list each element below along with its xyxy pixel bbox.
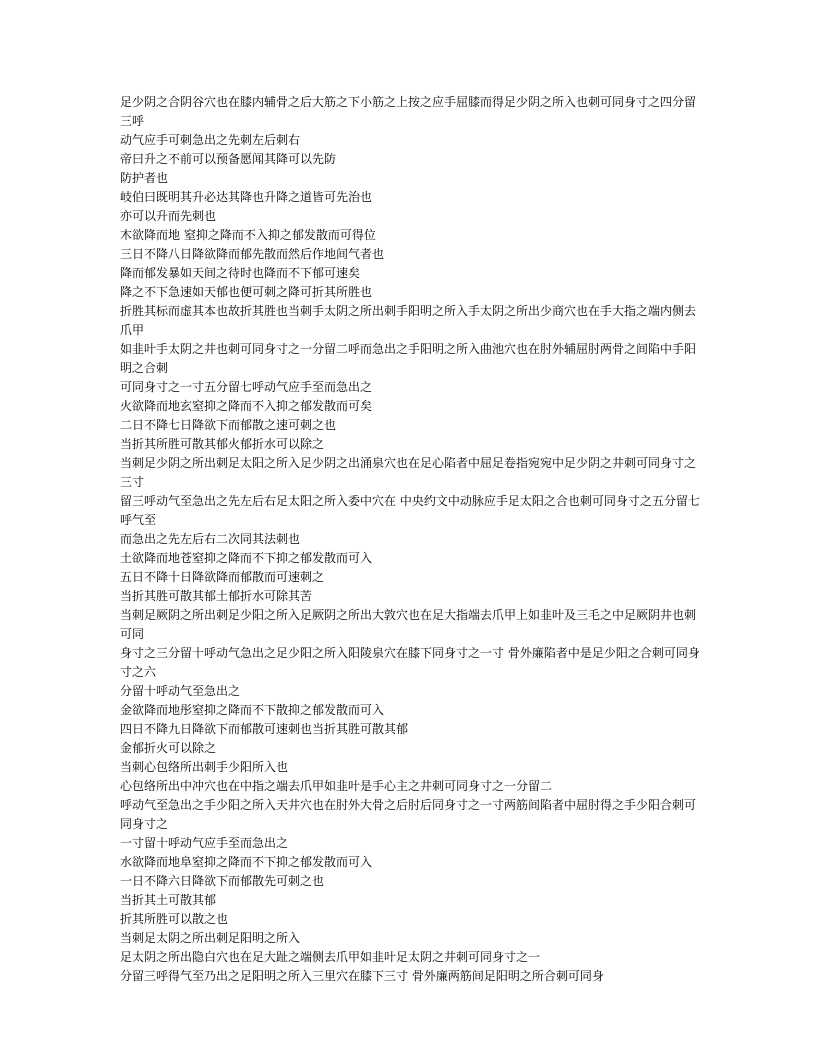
text-line-37: 当刺足太阴之所出刺足阳明之所入 xyxy=(120,931,301,945)
text-line-10: 降之不下急速如天郁也便可刺之降可折其所胜也 xyxy=(120,285,373,299)
text-line-32: 一寸留十呼动气应手至而急出之 xyxy=(120,836,289,850)
text-line-16: 当折其所胜可散其郁火郁折水可以除之 xyxy=(120,437,325,451)
text-line-27: 四日不降九日降欲下而郁散可速刺也当折其胜可散其郁 xyxy=(120,722,409,736)
text-line-36: 折其所胜可以散之也 xyxy=(120,912,229,926)
text-line-24: 身寸之三分留十呼动气急出之足少阳之所入阳陵泉穴在膝下同身寸之一寸 骨外廉陷者中是足少阳之合刺可同身寸之六 xyxy=(120,646,700,679)
text-line-33: 水欲降而地阜窒抑之降而不下抑之郁发散而可入 xyxy=(120,855,373,869)
text-line-4: 防护者也 xyxy=(120,171,169,185)
text-line-25: 分留十呼动气至急出之 xyxy=(120,684,241,698)
text-line-1: 足少阴之合阴谷穴也在膝内辅骨之后大筋之下小筋之上按之应手屈膝而得足少阴之所入也刺可同身寸之四分留三呼 xyxy=(120,95,697,128)
text-line-26: 金欲降而地彤窒抑之降而不下散抑之郁发散而可入 xyxy=(120,703,385,717)
text-line-23: 当刺足厥阴之所出刺足少阳之所入足厥阴之所出大敦穴也在足大指端去爪甲上如韭叶及三毛之中足厥阴井也刺可同 xyxy=(120,608,697,641)
text-line-8: 三日不降八日降欲降而郁先散而然后作地间气者也 xyxy=(120,247,385,261)
text-line-19: 而急出之先左后右二次同其法刺也 xyxy=(120,532,301,546)
text-line-12: 如韭叶手太阴之井也刺可同身寸之一分留二呼而急出之手阳明之所入曲池穴也在肘外辅屈肘两骨之间陷中手阳明之合刺 xyxy=(120,342,697,375)
text-line-17: 当刺足少阴之所出刺足太阳之所入足少阴之出涌泉穴也在足心陷者中屈足卷指宛宛中足少阴之井刺可同身寸之三寸 xyxy=(120,456,697,489)
text-line-15: 二日不降七日降欲下而郁散之速可刺之也 xyxy=(120,418,337,432)
text-line-21: 五日不降十日降欲降而郁散而可速刺之 xyxy=(120,570,325,584)
text-line-29: 当刺心包络所出刺手少阳所入也 xyxy=(120,760,289,774)
text-line-3: 帝曰升之不前可以预备愿闻其降可以先防 xyxy=(120,152,337,166)
text-line-28: 金郁折火可以除之 xyxy=(120,741,217,755)
text-line-22: 当折其胜可散其郁土郁折水可除其苦 xyxy=(120,589,313,603)
text-line-39: 分留三呼得气至乃出之足阳明之所入三里穴在膝下三寸 骨外廉两筋间足阳明之所合刺可同身 xyxy=(120,969,604,983)
text-line-31: 呼动气至急出之手少阳之所入天井穴也在肘外大骨之后肘后同身寸之一寸两筋间陷者中屈肘得之手少阳合刺可同身寸之 xyxy=(120,798,697,831)
text-line-9: 降而郁发暴如天间之待时也降而不下郁可速矣 xyxy=(120,266,361,280)
document-body xyxy=(120,93,702,986)
text-line-14: 火欲降而地玄窒抑之降而不入抑之郁发散而可矣 xyxy=(120,399,373,413)
text-line-5: 岐伯曰既明其升必达其降也升降之道皆可先治也 xyxy=(120,190,373,204)
text-line-34: 一日不降六日降欲下而郁散先可刺之也 xyxy=(120,874,325,888)
text-line-30: 心包络所出中冲穴也在中指之端去爪甲如韭叶是手心主之井刺可同身寸之一分留二 xyxy=(120,779,553,793)
text-line-2: 动气应手可刺急出之先刺左后刺右 xyxy=(120,133,301,147)
text-line-35: 当折其土可散其郁 xyxy=(120,893,217,907)
text-line-20: 土欲降而地苍窒抑之降而不下抑之郁发散而可入 xyxy=(120,551,373,565)
text-line-38: 足太阴之所出隐白穴也在足大趾之端侧去爪甲如韭叶足太阴之井刺可同身寸之一 xyxy=(120,950,541,964)
text-line-11: 折胜其标而虚其本也故折其胜也当刺手太阴之所出刺手阳明之所入手太阴之所出少商穴也在手大指之端内侧去爪甲 xyxy=(120,304,697,337)
text-line-6: 亦可以升而先刺也 xyxy=(120,209,217,223)
text-line-13: 可同身寸之一寸五分留七呼动气应手至而急出之 xyxy=(120,380,373,394)
text-line-7: 木欲降而地 窒抑之降而不入抑之郁发散而可得位 xyxy=(120,228,376,242)
text-line-18: 留三呼动气至急出之先左后右足太阳之所入委中穴在 中央约文中动脉应手足太阳之合也刺可同身寸之五分留七呼气至 xyxy=(120,494,700,527)
